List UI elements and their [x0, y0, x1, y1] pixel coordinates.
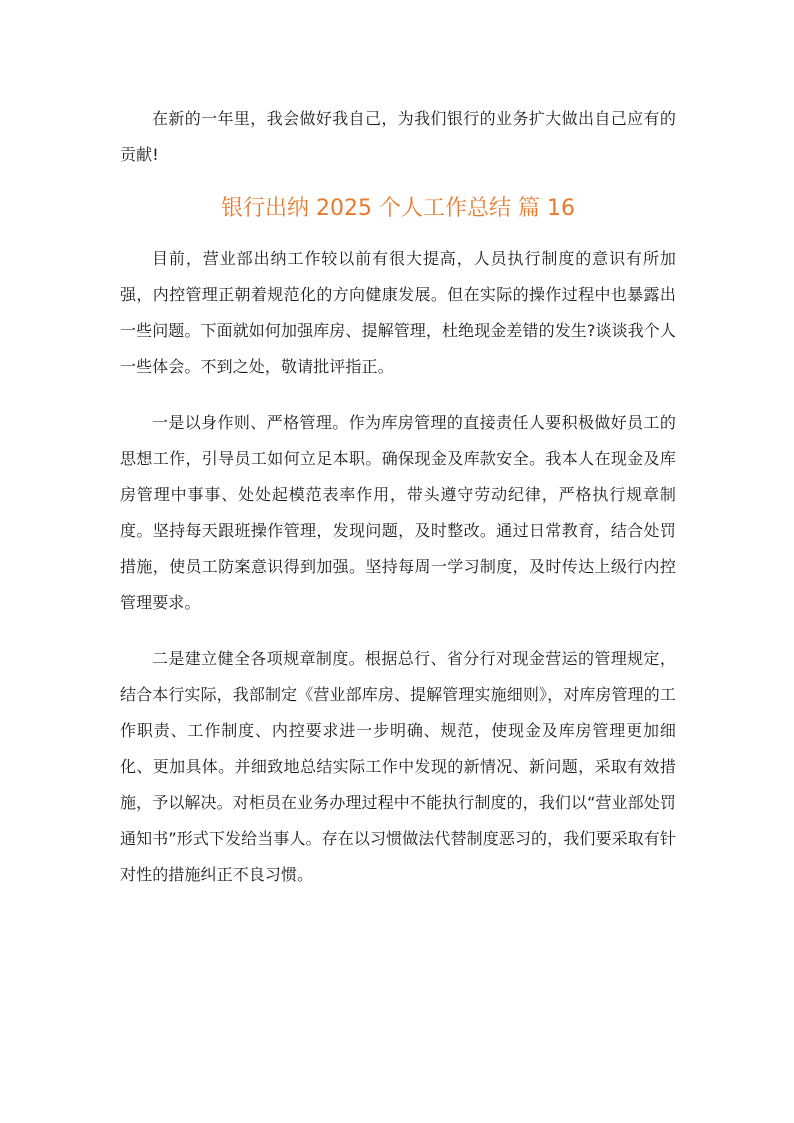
- paragraph-spacer: [120, 621, 676, 641]
- point-one-paragraph: 一是以身作则、严格管理。作为库房管理的直接责任人要积极做好员工的思想工作，引导员工如何立足本职。确保现金及库款安全。我本人在现金及库房管理中事事、处处起模范表率作用，带头遵守劳动纪律，严格执行规章制度。坚持每天跟班操作管理，发现问题，及时整改。通过日常教育，结合处罚措施，使员工防案意识得到加强。坚持每周一学习制度，及时传达上级行内控管理要求。: [120, 413, 676, 612]
- document-body: [120, 101, 676, 893]
- section-heading: 银行出纳 2025 个人工作总结 篇 16: [221, 196, 575, 221]
- point-two-paragraph: 二是建立健全各项规章制度。根据总行、省分行对现金营运的管理规定，结合本行实际，我部制定《营业部库房、提解管理实施细则》，对库房管理的工作职责、工作制度、内控要求进一步明确、规范，使现金及库房管理更加细化、更加具体。并细致地总结实际工作中发现的新情况、新问题，采取有效措施，予以解决。对柜员在业务办理过程中不能执行制度的，我们以“营业部处罚通知书”形式下发给当事人。存在以习惯做法代替制度恶习的，我们要采取有针对性的措施纠正不良习惯。: [120, 649, 676, 884]
- intro-paragraph: 目前，营业部出纳工作较以前有很大提高，人员执行制度的意识有所加强，内控管理正朝着规范化的方向健康发展。但在实际的操作过程中也暴露出一些问题。下面就如何加强库房、提解管理，杜绝现金差错的发生?谈谈我个人一些体会。不到之处，敬请批评指正。: [120, 249, 676, 376]
- paragraph-spacer: [120, 385, 676, 405]
- closing-paragraph: 在新的一年里，我会做好我自己，为我们银行的业务扩大做出自己应有的贡献!: [120, 109, 676, 164]
